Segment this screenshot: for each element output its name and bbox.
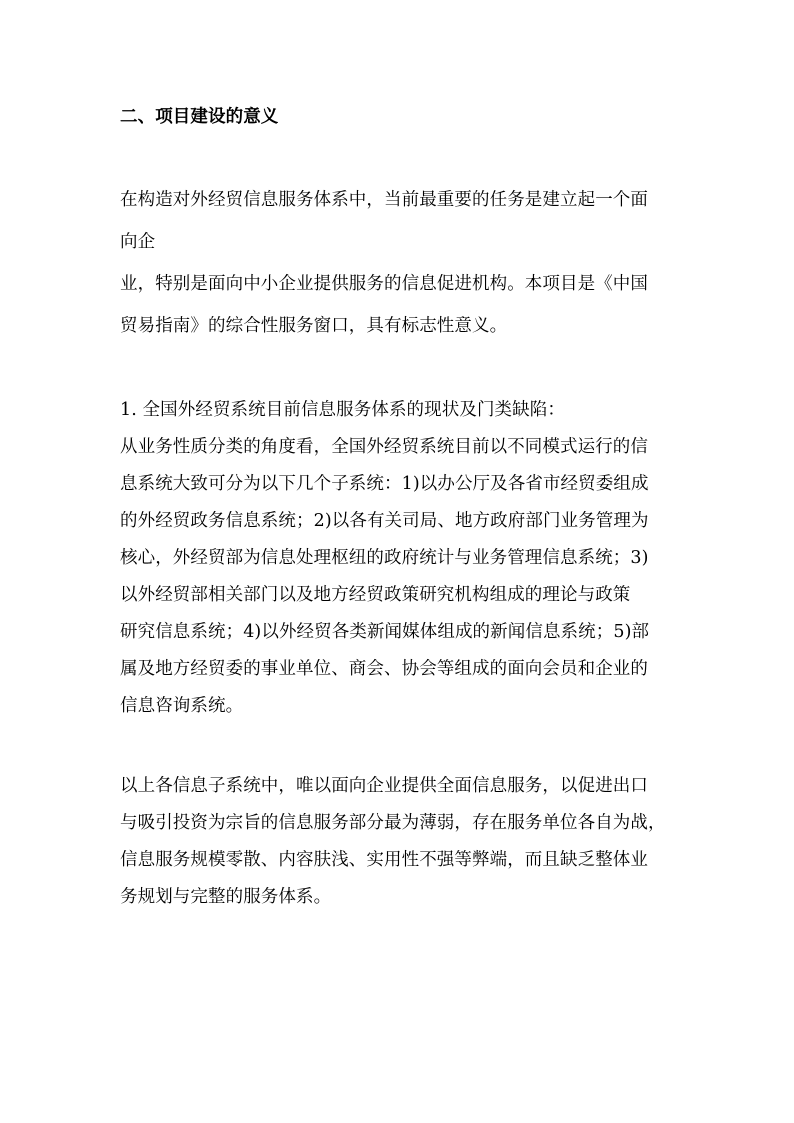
- paragraph-line: 属及地方经贸委的事业单位、商会、协会等组成的面向会员和企业的: [120, 659, 648, 679]
- paragraph-line: 核心，外经贸部为信息处理枢纽的政府统计与业务管理信息系统；3): [120, 548, 649, 568]
- paragraph-line: 研究信息系统；4)以外经贸各类新闻媒体组成的新闻信息系统；5)部: [120, 622, 650, 642]
- paragraph-line: 与吸引投资为宗旨的信息服务部分最为薄弱，存在服务单位各自为战，: [120, 813, 666, 833]
- paragraph-line: 以上各信息子系统中，唯以面向企业提供全面信息服务，以促进出口: [120, 776, 648, 796]
- paragraph-line: 业，特别是面向中小企业提供服务的信息促进机构。本项目是《中国: [120, 274, 648, 294]
- paragraph-line: 贸易指南》的综合性服务窗口，具有标志性意义。: [120, 316, 508, 336]
- paragraph-line: 在构造对外经贸信息服务体系中，当前最重要的任务是建立起一个面: [120, 190, 648, 210]
- paragraph-line: 信息服务规模零散、内容肤浅、实用性不强等弊端，而且缺乏整体业: [120, 850, 648, 870]
- section-1-title: 1. 全国外经贸系统目前信息服务体系的现状及门类缺陷：: [120, 400, 565, 420]
- paragraph-line: 的外经贸政务信息系统；2)以各有关司局、地方政府部门业务管理为: [120, 511, 649, 531]
- paragraph-line: 务规划与完整的服务体系。: [120, 887, 332, 907]
- paragraph-line: 从业务性质分类的角度看，全国外经贸系统目前以不同模式运行的信: [120, 437, 648, 457]
- paragraph-line: 息系统大致可分为以下几个子系统：1)以办公厅及各省市经贸委组成: [120, 474, 649, 494]
- paragraph-line: 以外经贸部相关部门以及地方经贸政策研究机构组成的理论与政策: [120, 585, 631, 605]
- paragraph-line: 向企: [120, 232, 156, 252]
- section-heading: 二、项目建设的意义: [120, 107, 279, 127]
- paragraph-line: 信息咨询系统。: [120, 696, 244, 716]
